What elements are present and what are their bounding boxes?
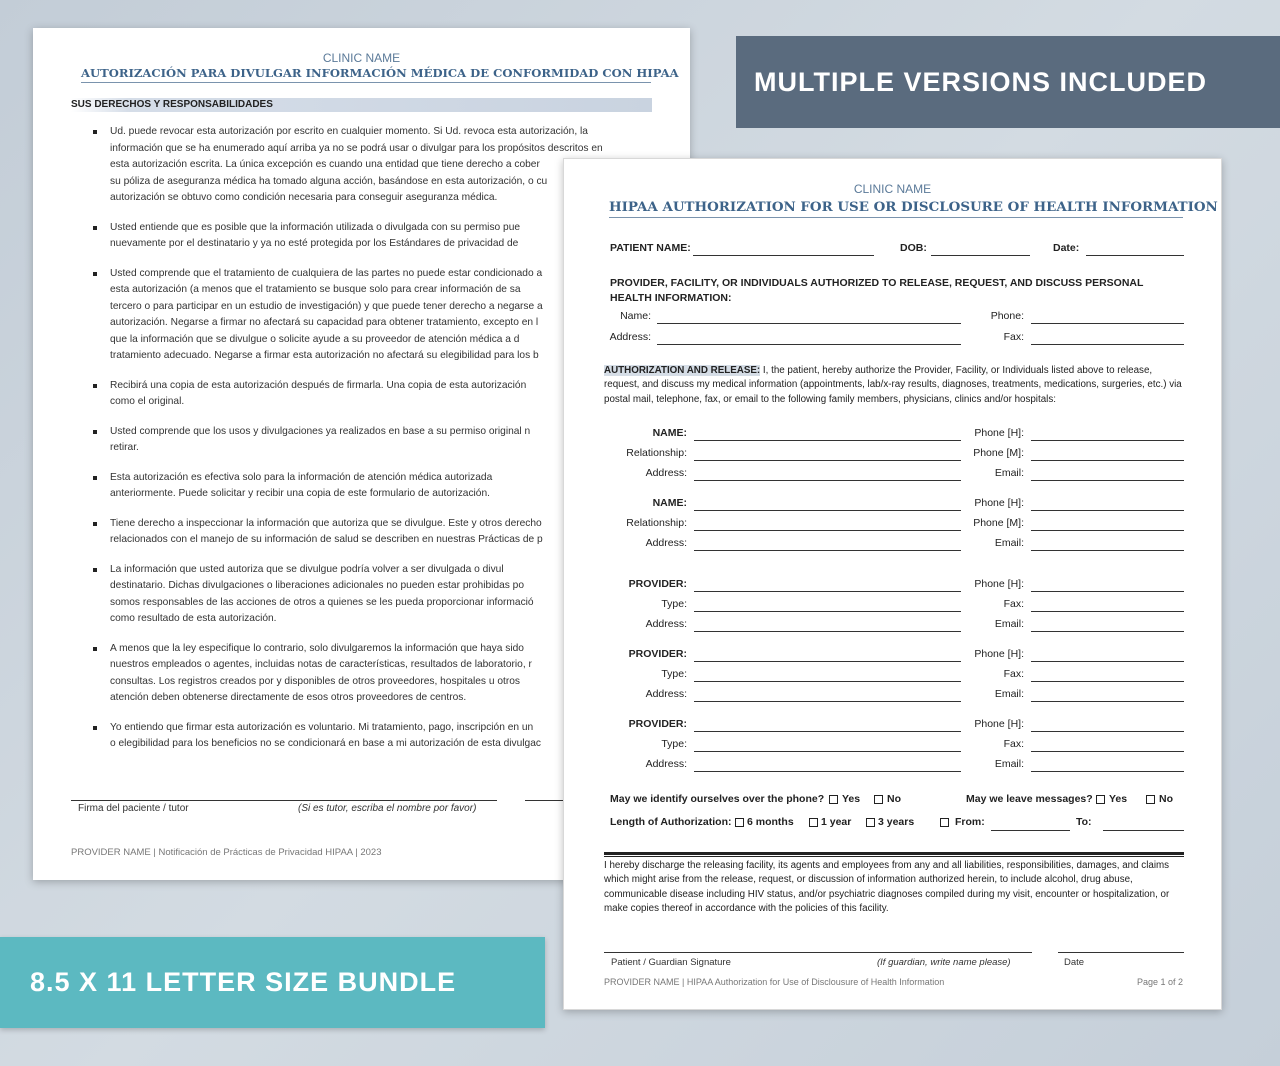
contact-field-input[interactable] [1031, 661, 1184, 662]
address-field[interactable] [657, 344, 961, 345]
contact-field-label: PROVIDER: [628, 648, 687, 660]
bullet-line: Usted entiende que es posible que la información utilizada o divulgada con su permiso pue [110, 221, 521, 233]
bullet-line: esta autorización (a menos que el tratamiento se busque solo para crear información de sa [110, 284, 521, 295]
contact-field-input[interactable] [1031, 681, 1184, 682]
contact-field-label: Email: [994, 758, 1024, 770]
signature-note: (If guardian, write name please) [877, 957, 1011, 968]
contact-field-label: Address: [645, 688, 687, 700]
contact-field-input[interactable] [694, 631, 961, 632]
contact-field-input[interactable] [1031, 611, 1184, 612]
from-field[interactable] [991, 830, 1070, 831]
bullet-line: destinatario. Dichas divulgaciones o liberaciones adicionales no pueden estar prohibidas po [110, 580, 524, 591]
name-label: Name: [620, 310, 651, 322]
one-year-label: 1 year [821, 816, 852, 828]
footer: PROVIDER NAME | Notificación de Prácticas de Privacidad HIPAA | 2023 [71, 847, 382, 858]
messages-yes-checkbox[interactable] [1096, 795, 1105, 804]
contact-field-input[interactable] [694, 701, 961, 702]
bullet-line: información que se ha enumerado aquí arriba ya no se podrá usar o divulgar para los propósitos descritos en [110, 142, 603, 154]
contact-field-input[interactable] [1031, 510, 1184, 511]
bullet-line: esta autorización escrita. La única excepción es cuando una entidad que tiene derecho a cober [110, 159, 540, 170]
yes-label: Yes [842, 793, 861, 805]
bullet-line: o elegibilidad para los beneficios no se condicionará en base a mi autorización de esta divulgac [110, 738, 541, 749]
english-authorization-page [563, 158, 1222, 1010]
messages-no-checkbox[interactable] [1146, 795, 1155, 804]
fax-label: Fax: [1003, 331, 1024, 343]
phone-label: Phone: [990, 310, 1024, 322]
three-years-label: 3 years [878, 816, 915, 828]
contact-field-input[interactable] [694, 591, 961, 592]
contact-field-label: Phone [M]: [973, 447, 1024, 459]
contact-field-input[interactable] [1031, 530, 1184, 531]
patient-name-field[interactable] [693, 255, 874, 256]
bullet-line: Yo entiendo que firmar esta autorización es voluntario. Mi tratamiento, pago, inscripción en un [110, 721, 534, 733]
contact-field-label: Email: [994, 688, 1024, 700]
contact-field-input[interactable] [694, 731, 961, 732]
name-field[interactable] [657, 323, 961, 324]
contact-field-input[interactable] [1031, 731, 1184, 732]
bullet-line: somos responsables de las acciones de otros a quienes se les pueda proporcionar informació [110, 596, 534, 608]
contact-field-input[interactable] [694, 661, 961, 662]
three-years-checkbox[interactable] [866, 818, 875, 827]
bullet-line: como el original. [110, 396, 185, 407]
contact-field-input[interactable] [694, 550, 961, 551]
identify-no-checkbox[interactable] [874, 795, 883, 804]
date-field[interactable] [1086, 255, 1184, 256]
from-label: From: [955, 816, 985, 828]
contact-field-label: PROVIDER: [628, 578, 687, 590]
date-label: Date [1064, 957, 1085, 968]
contact-field-label: Address: [645, 618, 687, 630]
contact-field-label: Address: [645, 467, 687, 479]
rights-bullet [93, 720, 563, 753]
bullet-line: tercero o para participar en un estudio de investigación) y que puede tener derecho a negarse a [110, 300, 543, 312]
to-label: To: [1076, 816, 1092, 828]
authorization-paragraph [604, 364, 1182, 407]
contact-field-label: Phone [H]: [974, 578, 1024, 590]
rights-bullet [93, 641, 563, 707]
contact-field-input[interactable] [1031, 460, 1184, 461]
contact-field-label: Relationship: [626, 447, 687, 459]
section-divider [604, 852, 1184, 857]
contact-field-label: PROVIDER: [628, 718, 687, 730]
contact-field-label: Fax: [1003, 668, 1024, 680]
no-label: No [1159, 793, 1173, 805]
bullet-line: Esta autorización es efectiva solo para la información de atención médica autorizada [110, 471, 493, 483]
patient-name-label: PATIENT NAME: [610, 242, 691, 254]
dob-field[interactable] [931, 255, 1030, 256]
bullet-line: consultas. Los registros creados por y disponibles de otros proveedores, hospitales u otros [110, 675, 520, 687]
date-label: Date: [1053, 242, 1080, 254]
contact-field-input[interactable] [1031, 771, 1184, 772]
contact-field-input[interactable] [1031, 440, 1184, 441]
bullet-line: autorización se obtuvo como condición necesaria para conseguir aseguranza médica. [110, 192, 498, 203]
signature-label: Firma del paciente / tutor [78, 803, 189, 814]
custom-range-checkbox[interactable] [940, 818, 949, 827]
authorization-label: AUTHORIZATION AND RELEASE: [604, 365, 761, 376]
identify-question-text: May we identify ourselves over the phone? [610, 793, 825, 805]
page-number: Page 1 of 2 [1136, 977, 1183, 987]
contact-field-label: Address: [645, 537, 687, 549]
contact-field-input[interactable] [1031, 631, 1184, 632]
bullet-line: relacionados con el manejo de su información de salud se describen en nuestras Prácticas de p [110, 534, 543, 545]
rights-bullet [93, 470, 563, 503]
contact-field-label: Email: [994, 467, 1024, 479]
phone-field[interactable] [1031, 323, 1184, 324]
contact-field-label: Type: [661, 598, 687, 610]
yes-label: Yes [1109, 793, 1128, 805]
contact-field-label: Email: [994, 537, 1024, 549]
contact-field-input[interactable] [694, 611, 961, 612]
no-label: No [887, 793, 901, 805]
bullet-line: anteriormente. Puede solicitar y recibir una copia de este formulario de autorización. [110, 488, 490, 499]
bullet-line: A menos que la ley especifique lo contrario, solo divulgaremos la información que haya sido [110, 642, 524, 654]
contact-field-label: Fax: [1003, 738, 1024, 750]
contact-field-label: Phone [M]: [973, 517, 1024, 529]
contact-field-input[interactable] [694, 440, 961, 441]
messages-question-text: May we leave messages? [966, 793, 1093, 805]
clinic-name: CLINIC NAME [322, 51, 401, 65]
contact-field-input[interactable] [694, 751, 961, 752]
contact-field-label: Address: [645, 758, 687, 770]
contact-field-label: Type: [661, 668, 687, 680]
contact-field-input[interactable] [694, 480, 961, 481]
rights-list [93, 124, 603, 766]
contact-field-input[interactable] [1031, 701, 1184, 702]
rights-bullet [93, 424, 563, 457]
page-title: AUTORIZACIÓN PARA DIVULGAR INFORMACIÓN MÉDICA DE CONFORMIDAD CON HIPAA [81, 66, 651, 83]
clinic-name: CLINIC NAME [853, 182, 932, 196]
six-months-checkbox[interactable] [735, 818, 744, 827]
bullet-line: Recibirá una copia de esta autorización después de firmarla. Una copia de esta autorización [110, 379, 527, 391]
rights-bullet [93, 562, 563, 628]
contact-field-label: Phone [H]: [974, 497, 1024, 509]
rights-bullet [93, 516, 563, 549]
rights-bullet [93, 378, 563, 411]
contact-field-label: Fax: [1003, 598, 1024, 610]
length-label: Length of Authorization: [610, 816, 732, 828]
footer: PROVIDER NAME | HIPAA Authorization for Use of Disclousure of Health Information [604, 977, 945, 987]
contact-field-label: Phone [H]: [974, 427, 1024, 439]
bullet-line: Ud. puede revocar esta autorización por escrito en cualquier momento. Si Ud. revoca esta autorización, la [110, 126, 588, 137]
signature-label: Patient / Guardian Signature [611, 957, 731, 968]
contact-field-input[interactable] [694, 460, 961, 461]
bullet-line: tratamiento adecuado. Negarse a firmar esta autorización no afectará su elegibilidad para los b [110, 350, 539, 361]
contact-field-label: NAME: [652, 497, 687, 509]
contact-field-label: Relationship: [626, 517, 687, 529]
page-title: HIPAA AUTHORIZATION FOR USE OR DISCLOSURE OF HEALTH INFORMATION [609, 199, 1183, 218]
bullet-line: Tiene derecho a inspeccionar la información que autoriza que se divulgue. Este y otros derecho [110, 517, 542, 529]
contact-field-input[interactable] [1031, 591, 1184, 592]
six-months-label: 6 months [747, 816, 794, 828]
contact-field-input[interactable] [694, 771, 961, 772]
signature-note: (Si es tutor, escriba el nombre por favor) [298, 803, 477, 814]
bullet-line: nuestros empleados o agentes, incluidas notas de características, resultados de laboratorio, r [110, 659, 532, 670]
contact-field-input[interactable] [694, 510, 961, 511]
one-year-checkbox[interactable] [809, 818, 818, 827]
bullet-line: retirar. [110, 442, 139, 453]
bullet-line: autorización. Negarse a firmar no afectará su capacidad para obtener tratamiento, excepto en l [110, 317, 539, 328]
contact-field-label: Phone [H]: [974, 648, 1024, 660]
section-heading: SUS DERECHOS Y RESPONSABILIDADES [71, 98, 652, 112]
bullet-line: que la información que se divulgue o solicite ayude a su proveedor de atención médica a d [110, 333, 520, 345]
multiple-versions-banner: MULTIPLE VERSIONS INCLUDED [736, 36, 1280, 128]
provider-heading: PROVIDER, FACILITY, OR INDIVIDUALS AUTHORIZED TO RELEASE, REQUEST, AND DISCUSS PERSONAL HEALTH INFORMATION: [610, 277, 1144, 304]
discharge-paragraph: I hereby discharge the releasing facility, its agents and employees from any and all liabilities, responsibilities, damages, and claims which might arise from the release, request, or discussion of information authorized herein, to include alcohol, drug abuse, communicable disease including HIV status, and/or psychiatric diagnoses compiled during my visit, encounter or hospitalization, or make copies thereof in accordance with the policies of this facility. [604, 860, 1170, 915]
bullet-line: como resultado de esta autorización. [110, 613, 277, 624]
contact-field-label: Email: [994, 618, 1024, 630]
address-label: Address: [609, 331, 651, 343]
to-field[interactable] [1103, 830, 1184, 831]
bullet-line: su póliza de aseguranza médica ha tomado alguna acción, basándose en esta autorización, o cu [110, 175, 548, 187]
bullet-line: La información que usted autoriza que se divulgue podría volver a ser divulgada o divul [110, 563, 504, 575]
contact-field-input[interactable] [1031, 550, 1184, 551]
rights-bullet [93, 266, 563, 365]
fax-field[interactable] [1031, 344, 1184, 345]
bullet-line: nuevamente por el destinatario y ya no esté protegida por los Estándares de privacidad de [110, 238, 519, 249]
bullet-line: Usted comprende que el tratamiento de cualquiera de las partes no puede estar condicionado a [110, 267, 543, 279]
contact-field-label: NAME: [652, 427, 687, 439]
identify-yes-checkbox[interactable] [829, 795, 838, 804]
bullet-line: Usted comprende que los usos y divulgaciones ya realizados en base a su permiso original n [110, 425, 531, 437]
contact-field-input[interactable] [1031, 751, 1184, 752]
dob-label: DOB: [900, 242, 927, 254]
authorization-text: I, the patient, hereby authorize the Provider, Facility, or Individuals listed above to release, request, and discuss my medical information (appointments, lab/x-ray results, diagnoses, treatments, medications, surgeries, etc.) via postal mail, telephone, fax, or email to the following family members, physicians, clinics and/or hospitals: [604, 365, 1182, 405]
contact-field-input[interactable] [1031, 480, 1184, 481]
contact-field-input[interactable] [694, 530, 961, 531]
bullet-line: atención deben obtenerse directamente de esos otros proveedores de centros. [110, 692, 467, 703]
rights-bullet [93, 220, 563, 253]
contact-field-input[interactable] [694, 681, 961, 682]
contact-field-label: Type: [661, 738, 687, 750]
letter-size-banner: 8.5 X 11 LETTER SIZE BUNDLE [0, 937, 545, 1028]
rights-bullet [93, 124, 603, 207]
contact-field-label: Phone [H]: [974, 718, 1024, 730]
